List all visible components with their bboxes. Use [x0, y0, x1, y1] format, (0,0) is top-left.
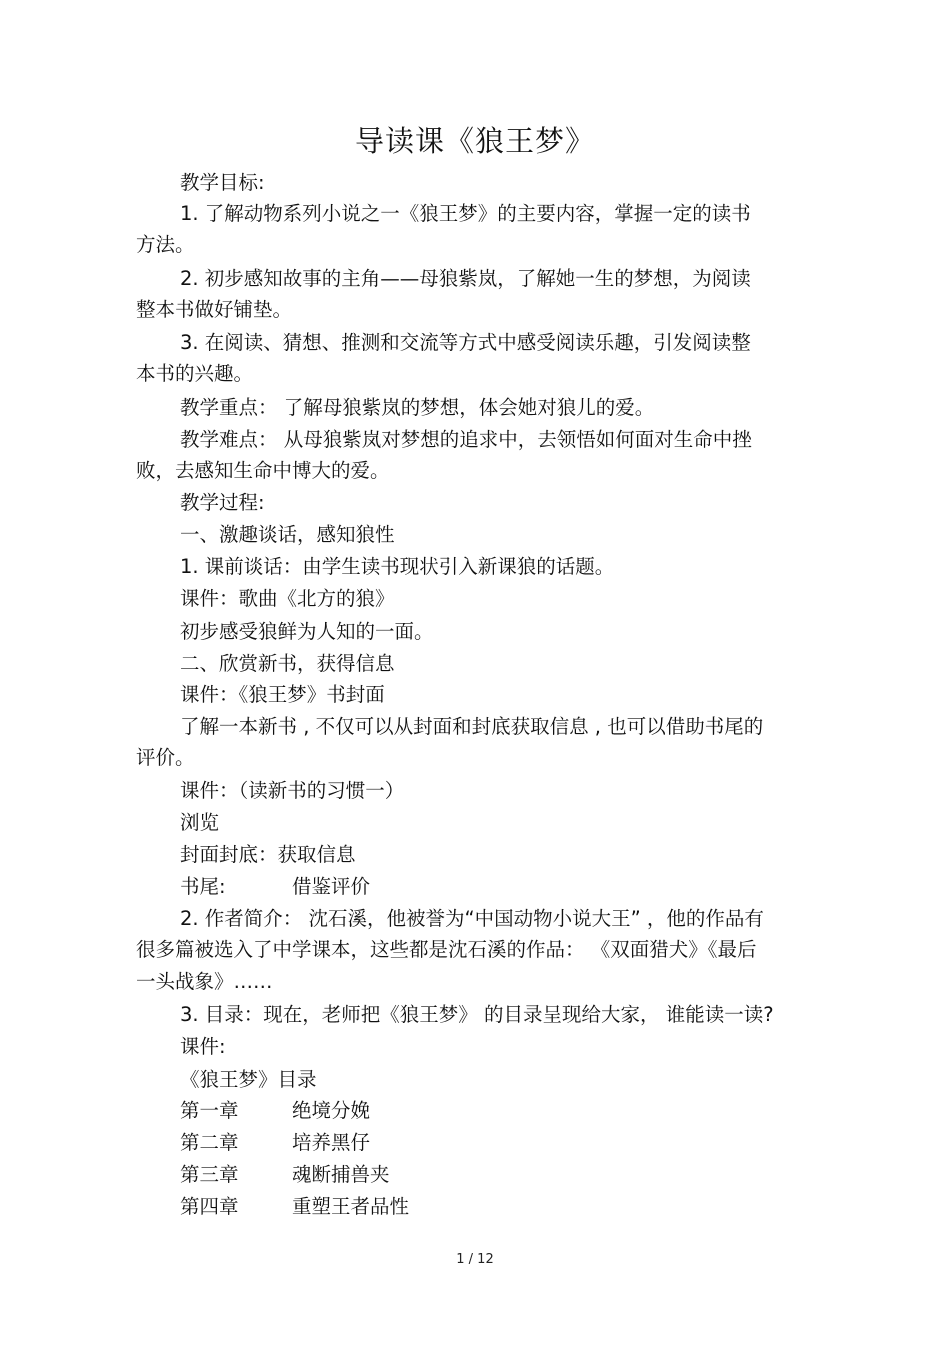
- text-line: 教学过程:: [180, 491, 265, 514]
- toc-heading: 《狼王梦》目录: [180, 1068, 317, 1091]
- text-line: 浏览: [180, 811, 220, 834]
- text-line: 2. 初步感知故事的主角——母狼紫岚，了解她一生的梦想，为阅读: [180, 267, 751, 290]
- text-line: 本书的兴趣。: [136, 362, 254, 385]
- text-line: 书尾:: [180, 875, 226, 898]
- text-line: 一、激趣谈话，感知狼性: [180, 523, 395, 546]
- text-line: 1. 了解动物系列小说之一《狼王梦》的主要内容，掌握一定的读书: [180, 202, 751, 225]
- text-line: 2. 作者简介： 沈石溪，他被誉为“中国动物小说大王” ，他的作品有: [180, 907, 764, 930]
- text-line: 一头战象》……: [136, 970, 273, 993]
- page-title: 导读课《狼王梦》: [354, 124, 595, 158]
- text-line: 课件：《狼王梦》书封面: [180, 683, 385, 706]
- toc-chapter-name: 重塑王者品性: [292, 1195, 410, 1218]
- toc-chapter: 第二章: [180, 1131, 239, 1154]
- toc-chapter: 第四章: [180, 1195, 239, 1218]
- toc-chapter-name: 培养黑仔: [292, 1131, 371, 1154]
- toc-chapter-name: 绝境分娩: [292, 1099, 371, 1122]
- text-line: 了解一本新书 , 不仅可以从封面和封底获取信息 , 也可以借助书尾的: [180, 715, 764, 738]
- text-line: 评价。: [136, 746, 195, 769]
- text-line: 3. 在阅读、猜想、推测和交流等方式中感受阅读乐趣，引发阅读整: [180, 331, 751, 354]
- text-line: 教学重点： 了解母狼紫岚的梦想，体会她对狼儿的爱。: [180, 396, 655, 419]
- text-line: 课件:: [180, 1035, 226, 1058]
- text-line: 封面封底：获取信息: [180, 843, 356, 866]
- toc-chapter: 第三章: [180, 1163, 239, 1186]
- toc-chapter: 第一章: [180, 1099, 239, 1122]
- text-line: 3. 目录：现在，老师把《狼王梦》 的目录呈现给大家， 谁能读一读?: [180, 1003, 774, 1026]
- text-line: 二、欣赏新书，获得信息: [180, 652, 395, 675]
- text-line: 课件：（读新书的习惯一）: [180, 779, 405, 802]
- text-line: 方法。: [136, 233, 195, 256]
- page-number: 1 / 12: [456, 1252, 494, 1267]
- text-line: 借鉴评价: [292, 875, 371, 898]
- text-line: 整本书做好铺垫。: [136, 298, 293, 321]
- text-line: 教学目标:: [180, 171, 265, 194]
- text-line: 很多篇被选入了中学课本，这些都是沈石溪的作品： 《双面猎犬》《最后: [136, 938, 757, 961]
- text-line: 初步感受狼鲜为人知的一面。: [180, 620, 434, 643]
- text-line: 课件：歌曲《北方的狼》: [180, 587, 395, 610]
- text-line: 败，去感知生命中博大的爱。: [136, 459, 390, 482]
- text-line: 教学难点： 从母狼紫岚对梦想的追求中，去领悟如何面对生命中挫: [180, 428, 752, 451]
- text-line: 1. 课前谈话：由学生读书现状引入新课狼的话题。: [180, 555, 615, 578]
- toc-chapter-name: 魂断捕兽夹: [292, 1163, 390, 1186]
